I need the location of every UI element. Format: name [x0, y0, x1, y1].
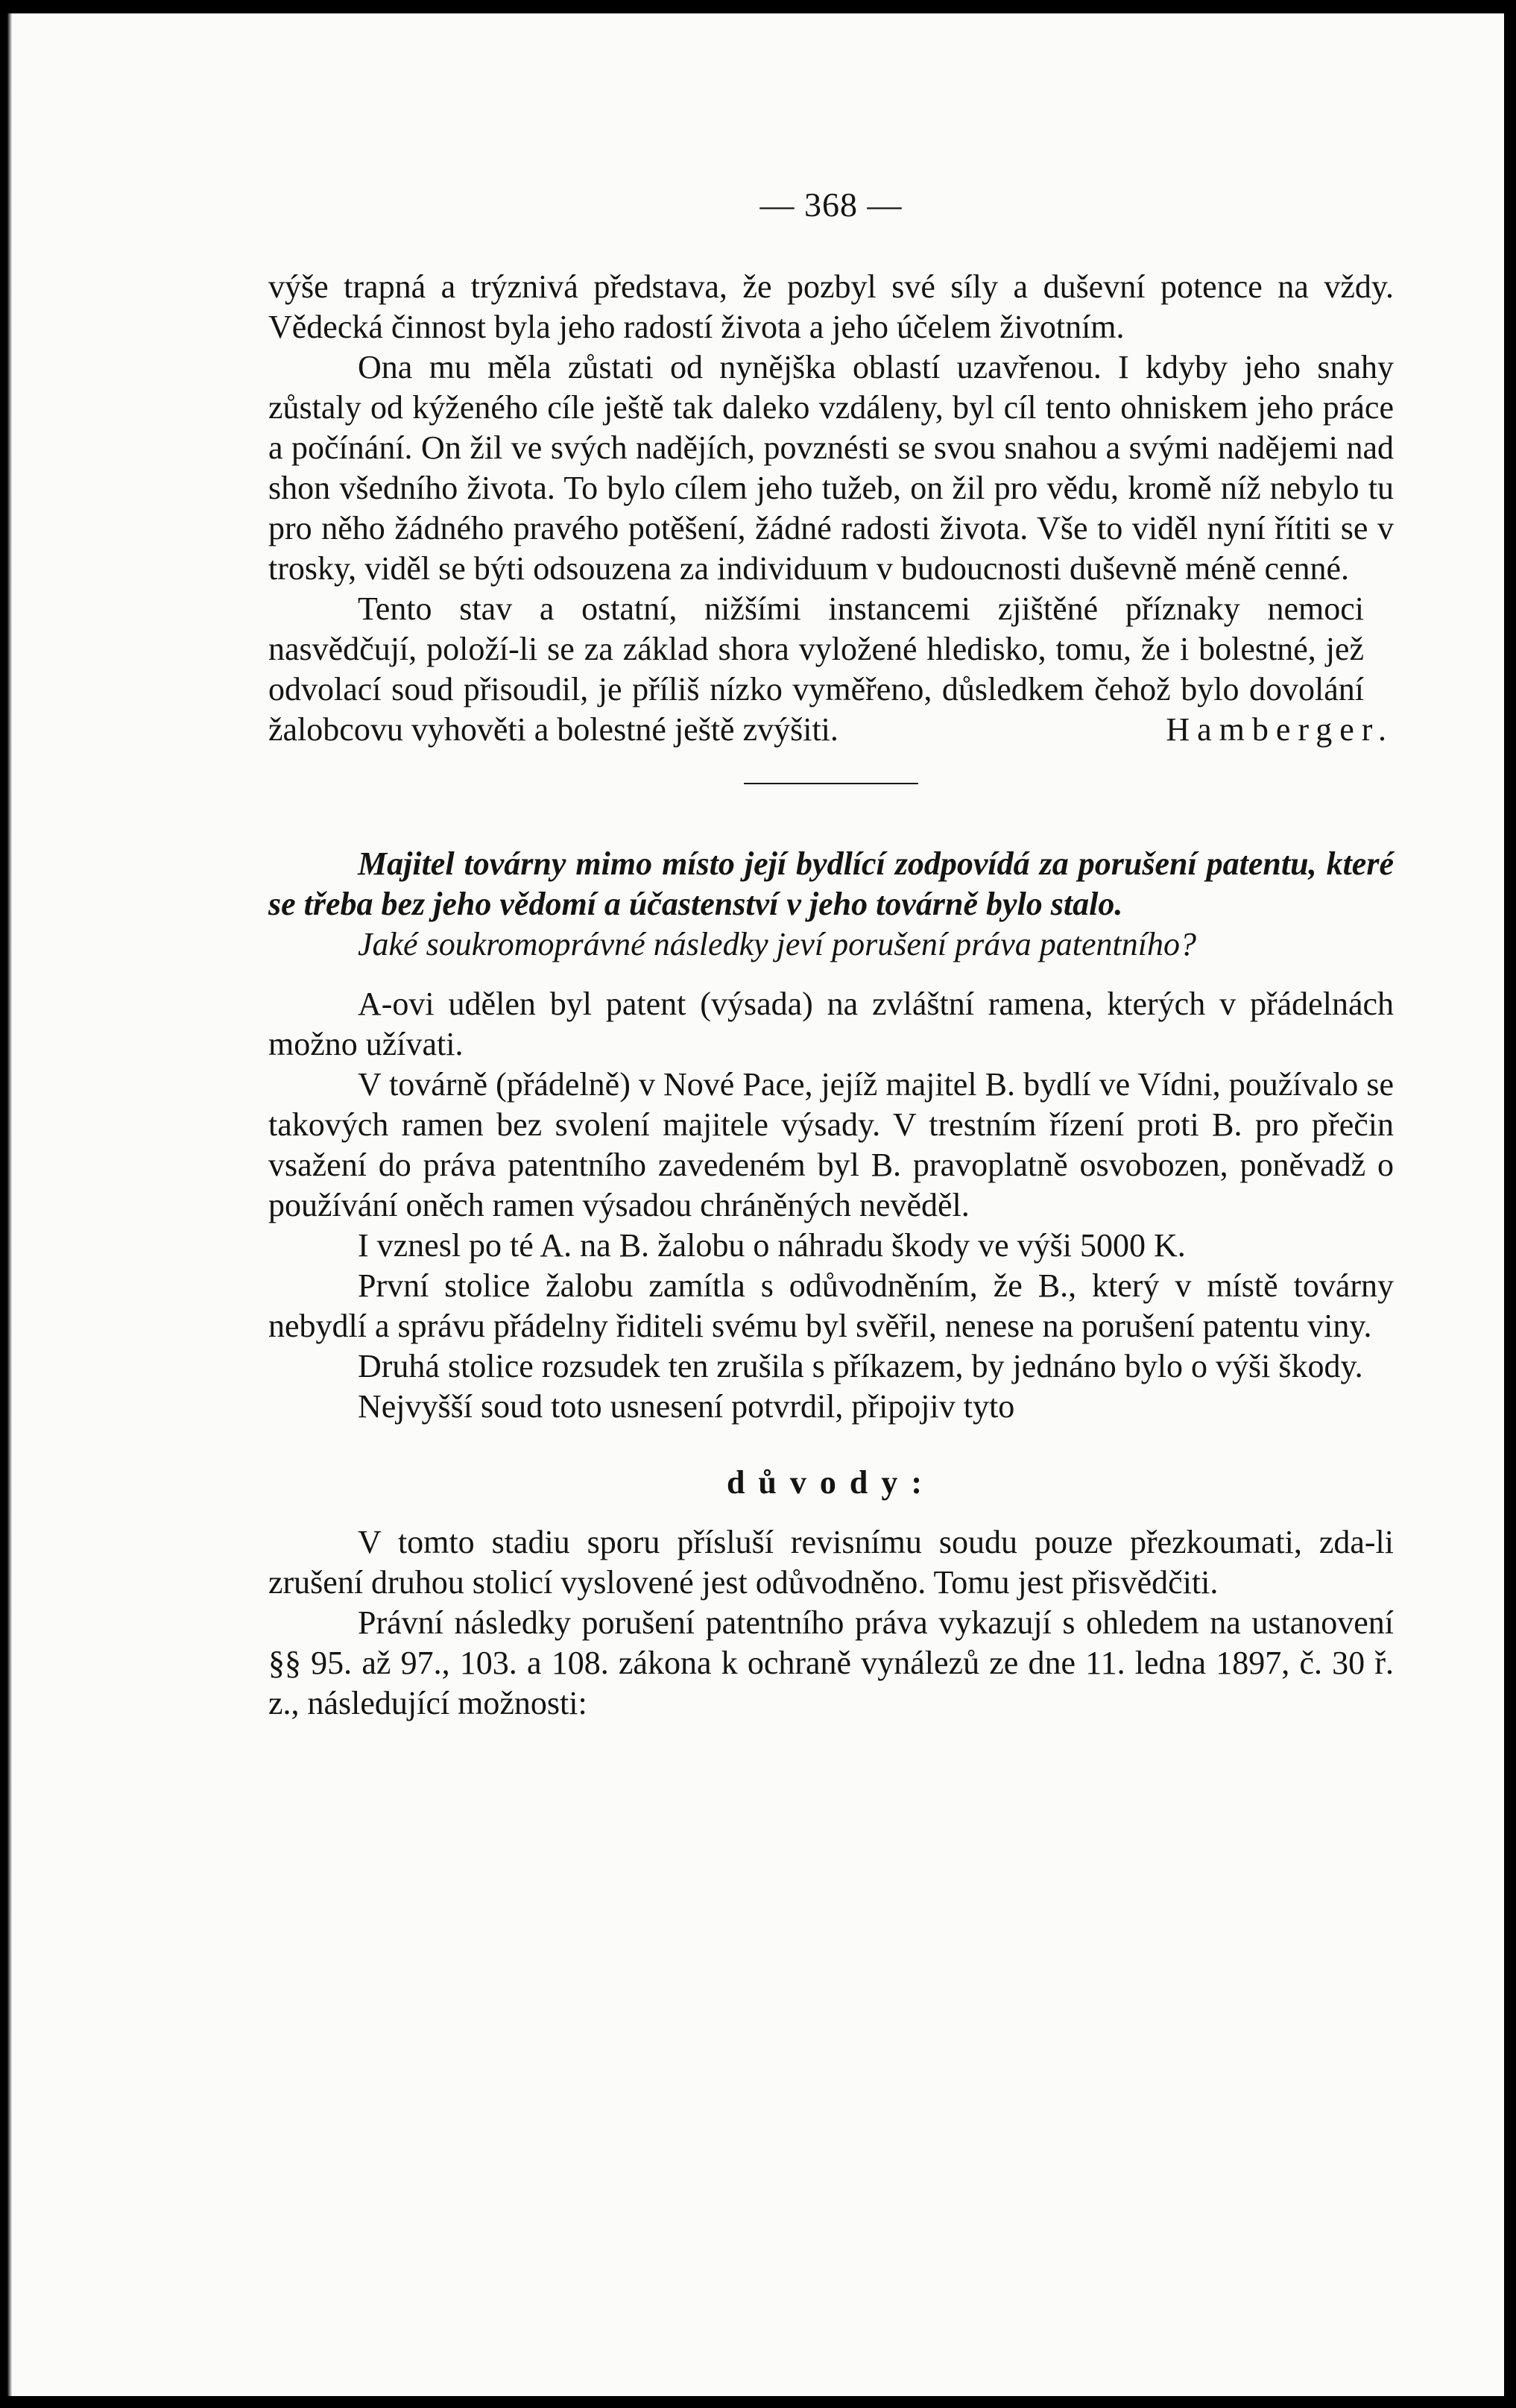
reason-paragraph: Právní následky porušení patentního práva vykazují s ohledem na ustanovení §§ 95. až 97., 103. a 108. zákona k ochraně vynálezů ze dne 11. ledna 1897, č. 30 ř. z., následující možnosti:	[268, 1604, 1394, 1721]
fact-paragraph: První stolice žalobu zamítla s odůvodněním, že B., který v místě továrny nebydlí a správu přádelny řiditeli svému byl svěřil, nenese na porušení patentu viny.	[268, 1267, 1394, 1344]
scanned-page	[7, 13, 1504, 2396]
page-number: — 368 —	[759, 186, 903, 224]
paragraph-continued: výše trapná a trýznivá představa, že pozbyl své síly a duševní potence na vždy. Vědecká činnost byla jeho radostí života a jeho účelem životním.	[268, 268, 1394, 345]
author-signature: Hamberger.	[1166, 711, 1394, 748]
spacer	[268, 965, 1394, 984]
case-headline: Majitel továrny mimo místo její bydlící zodpovídá za porušení patentu, které se třeba bez jeho vědomí a účastenství v jeho továrně bylo stalo.	[268, 845, 1394, 922]
page-content	[268, 185, 1394, 1724]
fact-paragraph: Druhá stolice rozsudek ten zrušila s příkazem, by jednáno bylo o výši škody.	[358, 1348, 1363, 1384]
fact-paragraph: A-ovi udělen byl patent (výsada) na zvláštní ramena, kterých v přádelnách možno užívati.	[268, 986, 1394, 1062]
spacer	[268, 1503, 1394, 1522]
fact-paragraph: V továrně (přádelně) v Nové Pace, jejíž majitel B. bydlí ve Vídni, používalo se takových ramen bez svolení majitele výsady. V trestním řízení proti B. pro přečin vsažení do práva patentního zavedeném byl B. pravoplatně osvobozen, poněvadž o používání oněch ramen výsadou chráněných nevěděl.	[268, 1066, 1394, 1223]
case-heading	[268, 844, 1394, 965]
spacer	[268, 1427, 1394, 1463]
reason-paragraph: V tomto stadiu sporu přísluší revisnímu soudu pouze přezkoumati, zda-li zrušení druhou stolicí vyslovené jest odůvodněno. Tomu jest přisvědčiti.	[268, 1524, 1394, 1601]
reasons-heading: důvody:	[726, 1464, 936, 1501]
fact-paragraph: Nejvyšší soud toto usnesení potvrdil, připojiv tyto	[358, 1388, 1015, 1425]
section-divider	[744, 783, 918, 784]
case-question: Jaké soukromoprávné následky jeví porušení práva patentního?	[358, 926, 1196, 962]
scan-edge-shadow	[7, 13, 12, 2396]
paragraph: Ona mu měla zůstati od nynějška oblastí uzavřenou. I kdyby jeho snahy zůstaly od kýženého cíle ještě tak daleko vzdáleny, byl cíl tento ohniskem jeho práce a počínání. On žil ve svých nadějích, povznésti se svou snahou a svými nadějemi nad shon všedního života. To bylo cílem jeho tužeb, on žil pro vědu, kromě níž nebylo tu pro něho žádného pravého potěšení, žádné radosti života. Vše to viděl nyní řítiti se v trosky, viděl se býti odsouzena za individuum v budoucnosti duševně méně cenné.	[268, 349, 1394, 587]
fact-paragraph: I vznesl po té A. na B. žalobu o náhradu škody ve výši 5000 K.	[358, 1227, 1186, 1264]
paragraph: Tento stav a ostatní, nižšími instancemi zjištěné příznaky nemoci nasvědčují, položí-li se za základ shora vyložené hledisko, tomu, že i bolestné, jež odvolací soud přisoudil, je příliš nízko vyměřeno, důsledkem čehož bylo dovolání žalobcovu vyhověti a bolestné ještě zvýšiti.	[268, 590, 1364, 748]
